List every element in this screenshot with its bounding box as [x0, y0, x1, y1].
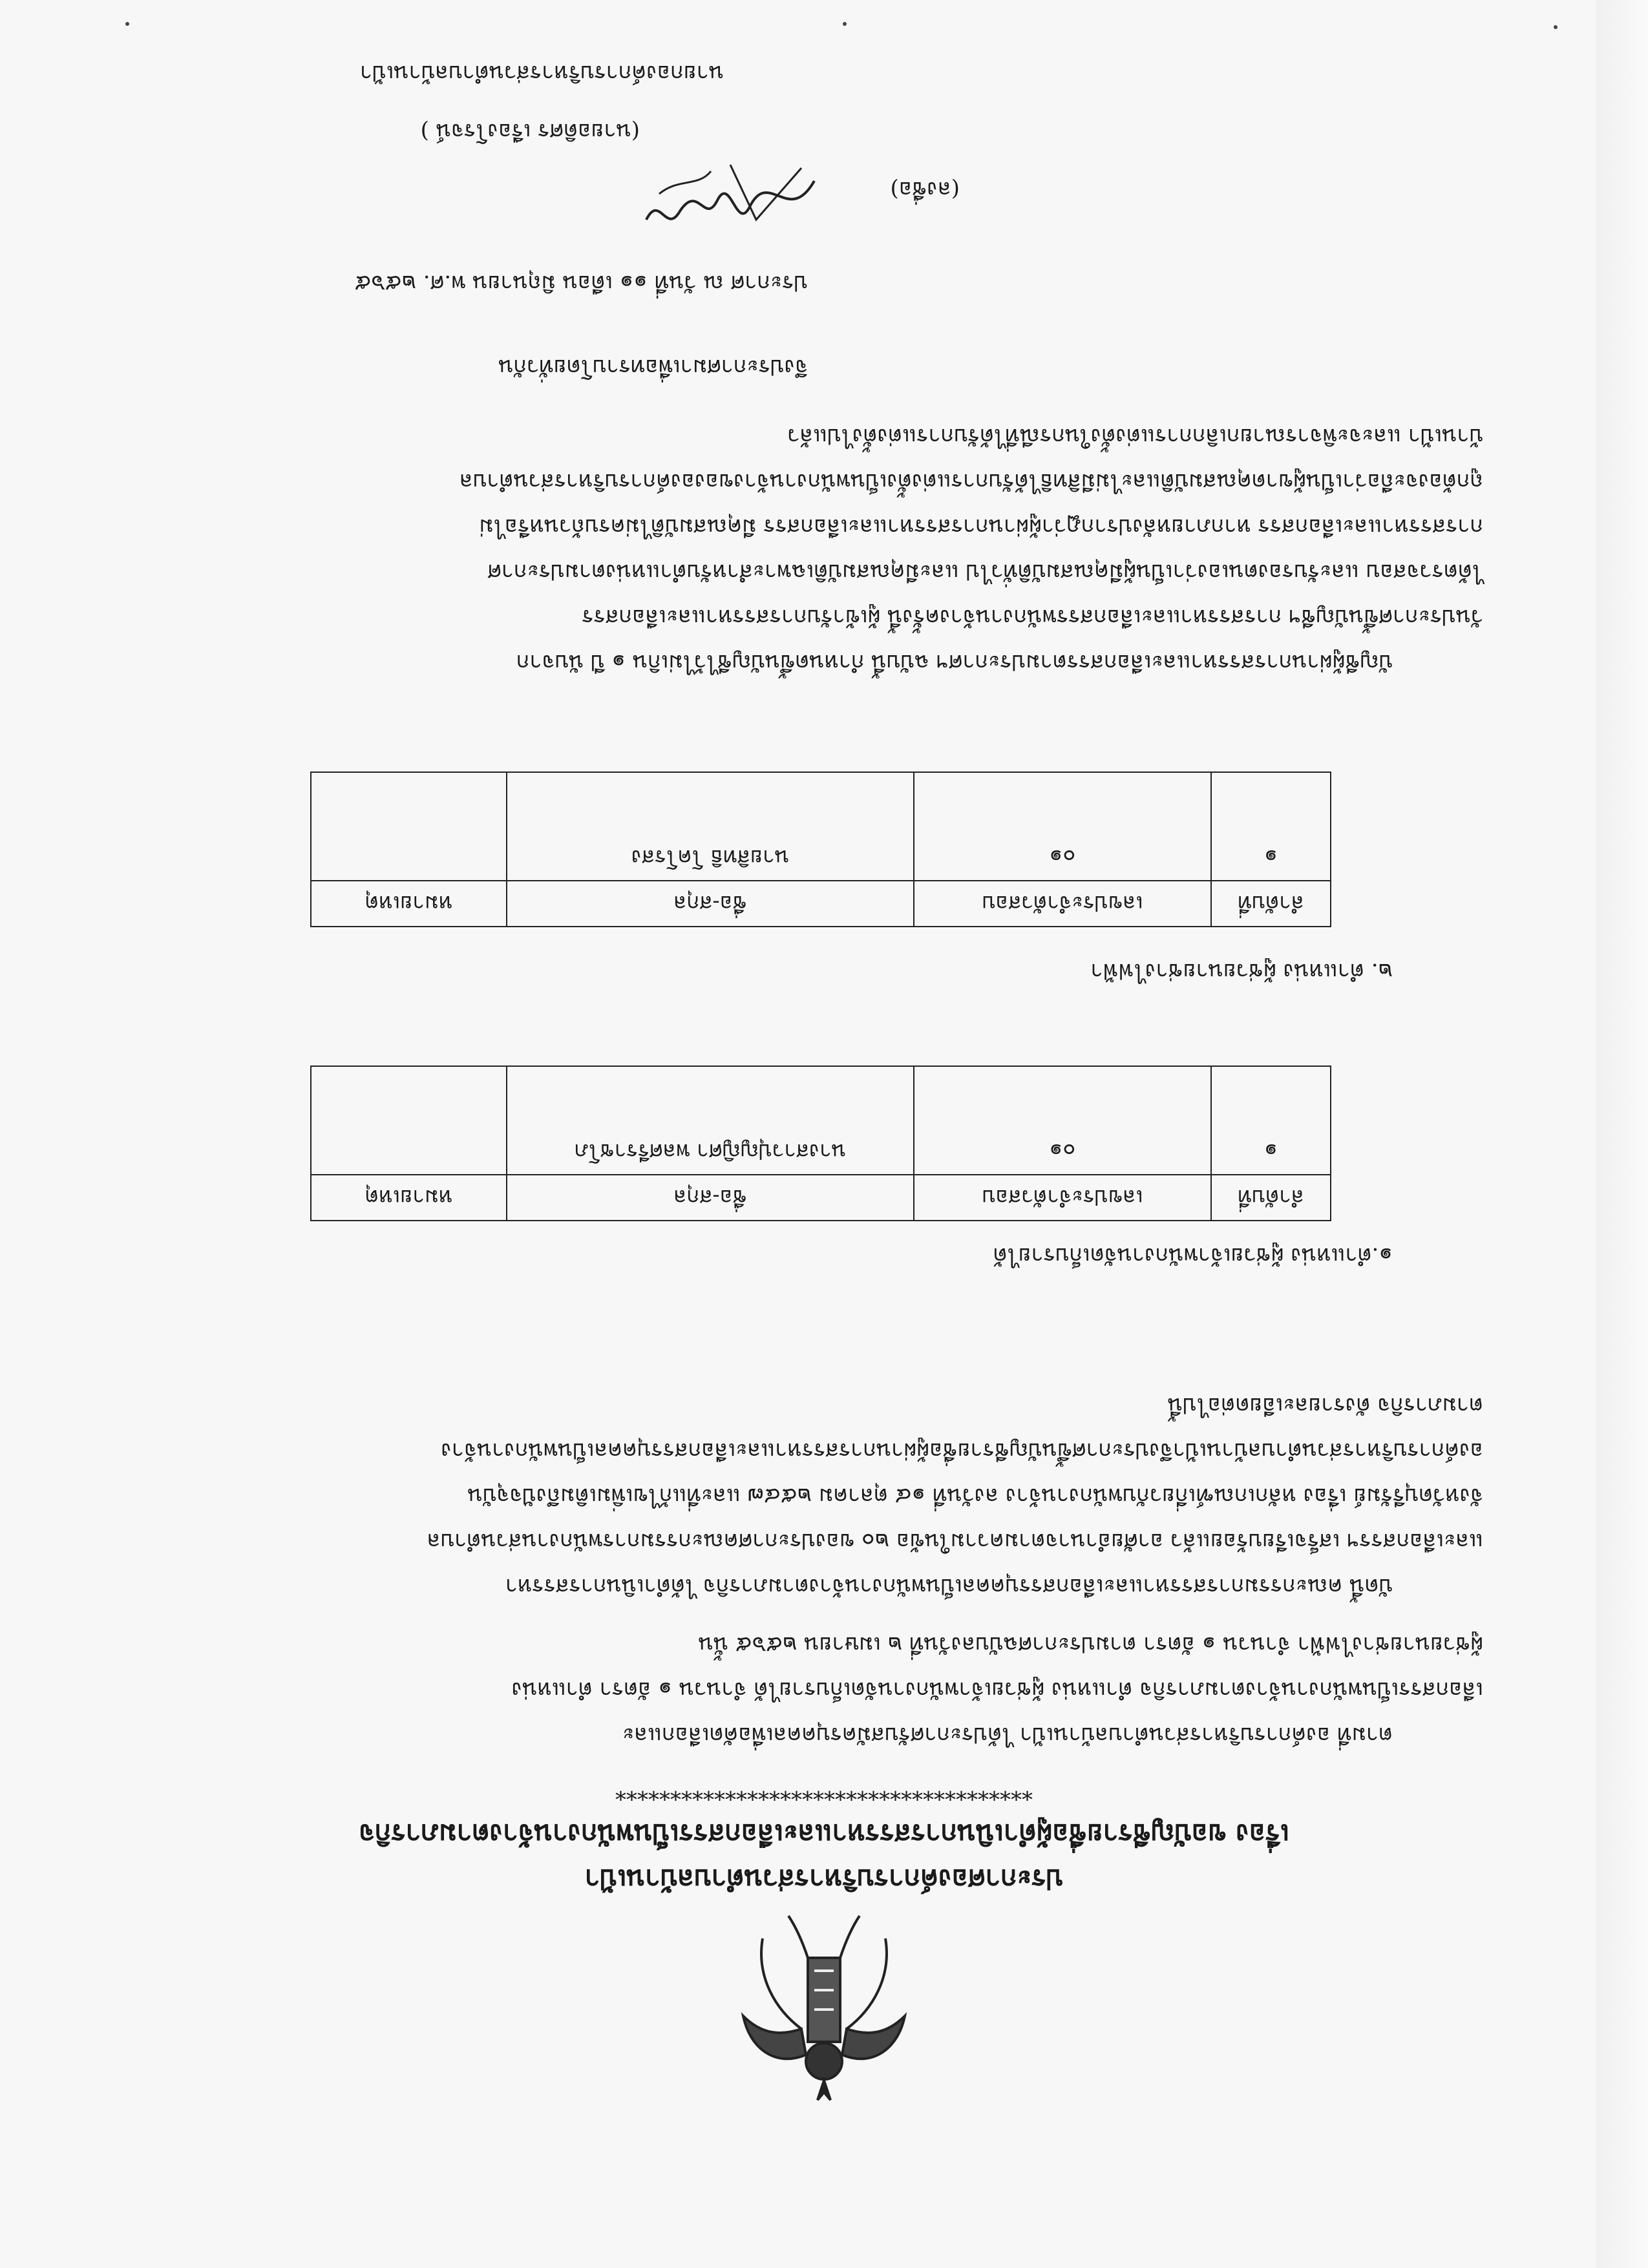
intro-paragraph [512, 1622, 1483, 1758]
handwritten-signature [633, 155, 827, 239]
cell-remark [311, 1066, 507, 1175]
section1-heading: ๑.ตำแหน่ง ผู้ช่วยเจ้าพนักงานจัดเก็บรายได้ [993, 1243, 1393, 1268]
signer-position: นายกองค์การบริหารส่วนตำบลบ้านเป้า [359, 60, 724, 86]
closing-paragraph [460, 414, 1483, 685]
section1-table [310, 1066, 1331, 1221]
table-header-row [311, 881, 1331, 927]
col-header: ชื่อ-สกุล [507, 881, 914, 927]
body-paragraph [427, 1383, 1483, 1609]
cell-exam-id: ๐๑ [914, 1066, 1211, 1175]
garuda-seal-emblem [737, 1913, 911, 2106]
org-title: ประกาศองค์การบริหารส่วนตำบลบ้านเป้า [584, 1864, 1064, 1895]
sign-label: (ลงชื่อ) [890, 176, 960, 202]
closing-line: การสรรหาและเลือกสรร หากภายหลังปรากฏว่าผู้ผ่านการสรรหาและเลือกสรร มีคุณสมบัติไม่ครบถ้วนหรือไม่ [479, 514, 1483, 540]
intro-line: ผู้ช่วยนายช่างไฟฟ้า จำนวน ๑ อัตรา ตามประกาศฉบับลงวันที่ ๒ เมษายน ๒๕๖๕ นั้น [698, 1632, 1483, 1657]
col-header: หมายเหตุ [311, 881, 507, 927]
intro-line: เลือกสรรเป็นพนักงานจ้างตามภารกิจ ตำแหน่ง ผู้ช่วยเจ้าพนักงานจัดเก็บรายได้ จำนวน ๑ อัตรา ตำแหน่ง [511, 1677, 1483, 1703]
cell-no: ๑ [1211, 1066, 1331, 1175]
announce-date: ประกาศ ณ วันที่ ๑๑ เดือน มิถุนายน พ.ศ. ๒๕๖๕ [354, 270, 808, 296]
body-line: องค์การบริหารส่วนตำบลบ้านเป้าจึงประกาศขึ้นบัญชีรายชื่อผู้ผ่านการสรรหาและเลือกสรรบุคคลเป็นพนักงานจ้าง [441, 1438, 1483, 1464]
signer-name: (นายอดิศร เรืองโรจน์ ) [420, 118, 640, 144]
table-row [311, 1066, 1331, 1175]
cell-no: ๑ [1211, 772, 1331, 881]
col-header: เลขประจำตัวสอบ [914, 881, 1211, 927]
closing-line: ได้ตรวจสอบ และรับรองตนเองว่าเป็นผู้มีคุณสมบัติทั่วไป และมีคุณสมบัติเฉพาะสำหรับตำแหน่งตามประกาศ [487, 559, 1483, 585]
scan-speck [1554, 25, 1558, 29]
closing-line: ถูกต้องจะถือว่าเป็นผู้ขาดคุณสมบัติและไม่มีสิทธิได้รับการแต่งตั้งเป็นพนักงานจ้างขององค์การบริหารส่วนตำบล [459, 468, 1483, 494]
closing-line: วันประกาศขึ้นบัญชีฯ การสรรหาและเลือกสรรพนักงานจ้างครั้งนี้ ผู้เข้ารับการสรรหาและเลือกสรร [582, 604, 1483, 630]
intro-line: ตามที่ องค์การบริหารส่วนตำบลบ้านเป้า ได้ประกาศรับสมัครบุคคลเพื่อคัดเลือกและ [622, 1722, 1393, 1748]
body-line: บัดนี้ คณะกรรมการสรรหาและเลือกสรรบุคคลเป็นพนักงานจ้างตามภารกิจ ได้ดำเนินการสรรหา [505, 1573, 1393, 1599]
body-line: ตามภารกิจ ดังรายละเอียดต่อไปนี้ [1167, 1392, 1483, 1418]
section2-table [310, 772, 1331, 927]
cell-name: นายสิทธิ โคโรสง [507, 772, 914, 881]
col-header: ชื่อ-สกุล [507, 1175, 914, 1221]
cell-name: นางสาวปุญญิศา พลศรีราชโภ [507, 1066, 914, 1175]
body-line: จังหวัดบุรีรัมย์ เรื่อง หลักเกณฑ์เกี่ยวกับพนักงานจ้าง ลงวันที่ ๑๔ ตุลาคม ๒๕๔๗ และที่แก้ไขเพิ่มเติมถึงปัจจุบัน [467, 1483, 1483, 1509]
section2-heading: ๒. ตำแหน่ง ผู้ช่วยนายช่างไฟฟ้า [1090, 958, 1393, 984]
scan-speck [843, 22, 847, 26]
closing-line: บัญชีผู้ผ่านการสรรหาและเลือกสรรตามประกาศฯ ฉบับนี้ กำหนดขึ้นบัญชีไว้ไม่เกิน ๑ ปี นับจาก [516, 649, 1393, 675]
body-line: และเลือกสรรฯ เสร็จเรียบร้อยแล้ว อาศัยอำนาจตามความในข้อ ๒๐ ของประกาศคณะกรรมการพนักงานส่วนตำบล [427, 1528, 1483, 1554]
closing-line: บ้านเป้า และจะพิจารณายกเลิกการแต่งตั้งในกรณีที่ได้รับการแต่งตั้งไปแล้ว [787, 423, 1483, 449]
col-header: ลำดับที่ [1211, 881, 1331, 927]
col-header: ลำดับที่ [1211, 1175, 1331, 1221]
announce-line: จึงประกาศมาเพื่อทราบโดยทั่วกัน [498, 354, 808, 380]
document-subject: เรื่อง ขอบัญชีรายชื่อผู้ดำเนินการสรรหาและเลือกสรรเป็นพนักงานจ้างตามภารกิจ [359, 1818, 1289, 1850]
scan-speck [125, 22, 129, 26]
cell-remark [311, 772, 507, 881]
cell-exam-id: ๐๑ [914, 772, 1211, 881]
col-header: เลขประจำตัวสอบ [914, 1175, 1211, 1221]
table-header-row [311, 1175, 1331, 1221]
col-header: หมายเหตุ [311, 1175, 507, 1221]
table-row [311, 772, 1331, 881]
divider-stars: ************************************** [615, 1779, 1033, 1805]
